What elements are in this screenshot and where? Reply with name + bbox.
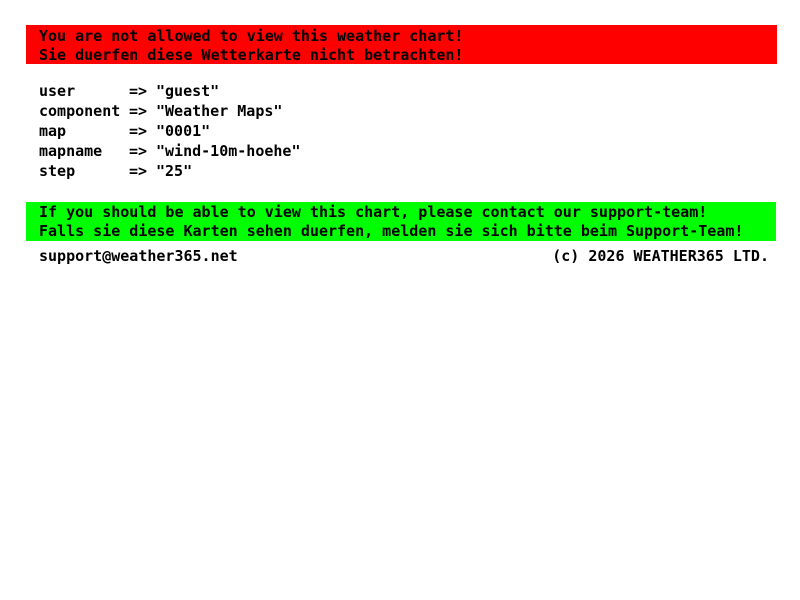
detail-key: step — [39, 162, 76, 180]
detail-row-step — [39, 161, 301, 181]
detail-arrow: => — [129, 162, 148, 180]
error-banner-line-de: Sie duerfen diese Wetterkarte nicht betrachten! — [39, 46, 464, 64]
footer — [39, 246, 769, 266]
detail-row-component — [39, 101, 301, 121]
detail-row-map — [39, 121, 301, 141]
support-banner-line-en: If you should be able to view this chart, please contact our support-team! — [39, 203, 708, 221]
support-banner — [26, 202, 776, 241]
detail-value: "guest" — [156, 82, 220, 100]
detail-key: map — [39, 122, 67, 140]
error-banner-line-en: You are not allowed to view this weather chart! — [39, 27, 464, 45]
detail-key: user — [39, 82, 76, 100]
request-details — [39, 81, 301, 181]
detail-arrow: => — [129, 122, 148, 140]
detail-value: "25" — [156, 162, 193, 180]
detail-key: component — [39, 102, 121, 120]
error-banner — [26, 25, 777, 64]
detail-arrow: => — [129, 82, 148, 100]
detail-value: "wind-10m-hoehe" — [156, 142, 301, 160]
detail-arrow: => — [129, 142, 148, 160]
detail-key: mapname — [39, 142, 103, 160]
detail-value: "0001" — [156, 122, 211, 140]
support-banner-line-de: Falls sie diese Karten sehen duerfen, melden sie sich bitte beim Support-Team! — [39, 222, 744, 240]
detail-row-user — [39, 81, 301, 101]
support-email: support@weather365.net — [39, 247, 238, 265]
copyright-notice: (c) 2026 WEATHER365 LTD. — [552, 247, 769, 265]
detail-arrow: => — [129, 102, 148, 120]
detail-row-mapname — [39, 141, 301, 161]
detail-value: "Weather Maps" — [156, 102, 283, 120]
